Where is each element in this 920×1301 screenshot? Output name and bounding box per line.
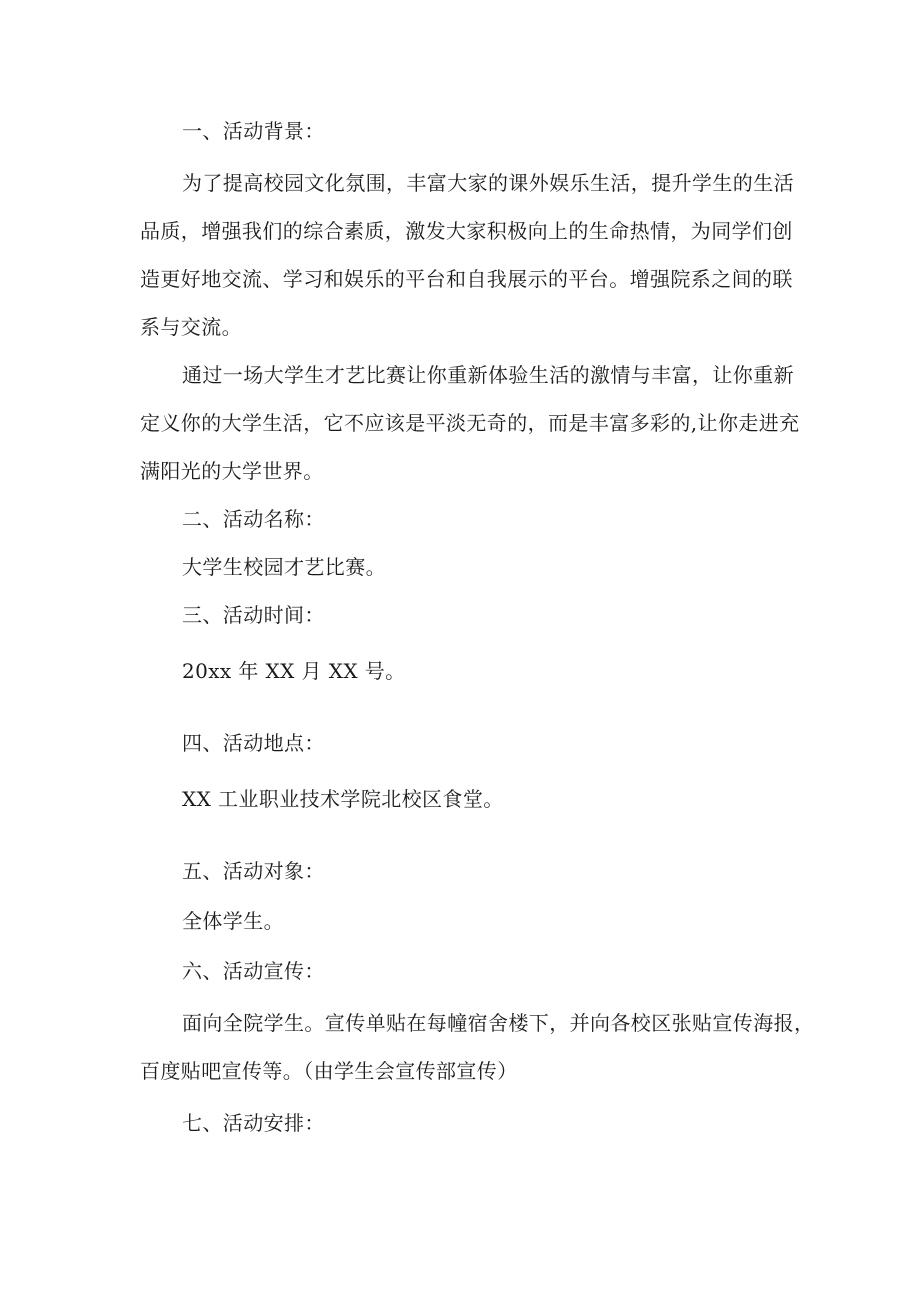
section-heading-schedule: 七、活动安排：	[182, 1111, 325, 1135]
paragraph-line: 定义你的大学生活，它不应该是平淡无奇的，而是丰富多彩的,让你走进充	[140, 411, 800, 435]
paragraph-line: 品质，增强我们的综合素质，激发大家积极向上的生命热情，为同学们创	[140, 219, 793, 243]
section-heading-name: 二、活动名称：	[182, 507, 325, 531]
section-heading-time: 三、活动时间：	[182, 603, 325, 627]
section-content-time: 20xx 年 XX 月 XX 号。	[182, 659, 406, 683]
paragraph-line: 造更好地交流、学习和娱乐的平台和自我展示的平台。增强院系之间的联	[140, 267, 793, 291]
paragraph-line: 百度贴吧宣传等。（由学生会宣传部宣传）	[140, 1059, 518, 1083]
section-content-location: XX 工业职业技术学院北校区食堂。	[182, 787, 504, 811]
paragraph-line: 面向全院学生。宣传单贴在每幢宿舍楼下，并向各校区张贴宣传海报，	[182, 1011, 815, 1035]
section-content-name: 大学生校园才艺比赛。	[182, 555, 386, 579]
paragraph-line: 为了提高校园文化氛围，丰富大家的课外娱乐生活，提升学生的生活	[182, 171, 794, 195]
section-heading-audience: 五、活动对象：	[182, 859, 325, 883]
paragraph-line: 满阳光的大学世界。	[140, 459, 324, 483]
paragraph-line: 系与交流。	[140, 315, 242, 339]
section-content-audience: 全体学生。	[182, 909, 284, 933]
section-heading-background: 一、活动背景：	[182, 119, 325, 143]
section-heading-location: 四、活动地点：	[182, 731, 325, 755]
section-heading-promotion: 六、活动宣传：	[182, 959, 325, 983]
paragraph-line: 通过一场大学生才艺比赛让你重新体验生活的激情与丰富，让你重新	[182, 363, 794, 387]
